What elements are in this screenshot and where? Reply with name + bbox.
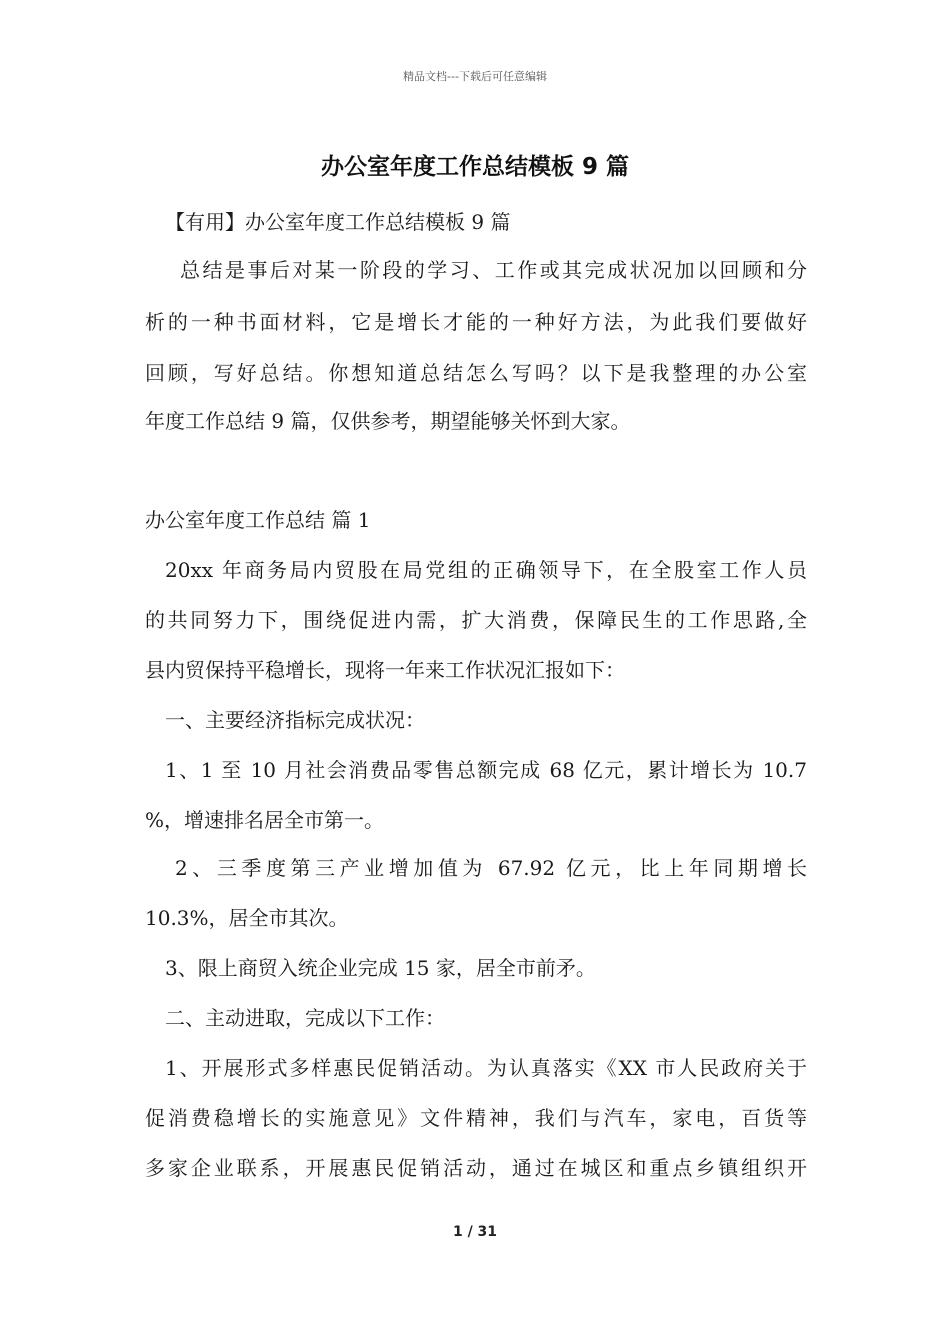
- body-line-12: 促消费稳增长的实施意见》文件精神，我们与汽车，家电，百货等: [145, 1106, 807, 1130]
- body-line-10: 二、主动进取，完成以下工作：: [165, 1006, 445, 1030]
- intro-line-2: 析的一种书面材料，它是增长才能的一种好方法，为此我们要做好: [145, 310, 807, 334]
- body-line-5: 1、1 至 10 月社会消费品零售总额完成 68 亿元，累计增长为 10.7: [165, 758, 807, 782]
- section-heading: 办公室年度工作总结 篇 1: [145, 508, 371, 532]
- body-line-9: 3、限上商贸入统企业完成 15 家，居全市前矛。: [165, 956, 596, 980]
- body-line-2: 的共同努力下，围绕促进内需，扩大消费，保障民生的工作思路,全: [145, 608, 807, 632]
- body-line-1: 20xx 年商务局内贸股在局党组的正确领导下，在全股室工作人员: [165, 558, 807, 582]
- body-line-6: %，增速排名居全市第一。: [145, 808, 385, 832]
- body-line-7: 2、三季度第三产业增加值为 67.92 亿元，比上年同期增长: [175, 856, 807, 880]
- body-line-13: 多家企业联系，开展惠民促销活动，通过在城区和重点乡镇组织开: [145, 1156, 807, 1180]
- page-number: 1 / 31: [452, 1224, 498, 1240]
- intro-line-3: 回顾，写好总结。你想知道总结怎么写吗？以下是我整理的办公室: [145, 361, 807, 385]
- body-line-3: 县内贸保持平稳增长，现将一年来工作状况汇报如下：: [145, 658, 625, 682]
- body-line-11: 1、开展形式多样惠民促销活动。为认真落实《XX 市人民政府关于: [165, 1056, 807, 1080]
- body-line-8: 10.3%，居全市其次。: [145, 906, 349, 930]
- page-header: 精品文档---下载后可任意编辑: [403, 70, 547, 83]
- document-title: 办公室年度工作总结模板 9 篇: [320, 154, 630, 180]
- document-subtitle: 【有用】办公室年度工作总结模板 9 篇: [165, 210, 511, 234]
- intro-line-4: 年度工作总结 9 篇，仅供参考，期望能够关怀到大家。: [145, 409, 631, 433]
- body-line-4: 一、主要经济指标完成状况：: [165, 708, 425, 732]
- intro-line-1: 总结是事后对某一阶段的学习、工作或其完成状况加以回顾和分: [180, 258, 807, 282]
